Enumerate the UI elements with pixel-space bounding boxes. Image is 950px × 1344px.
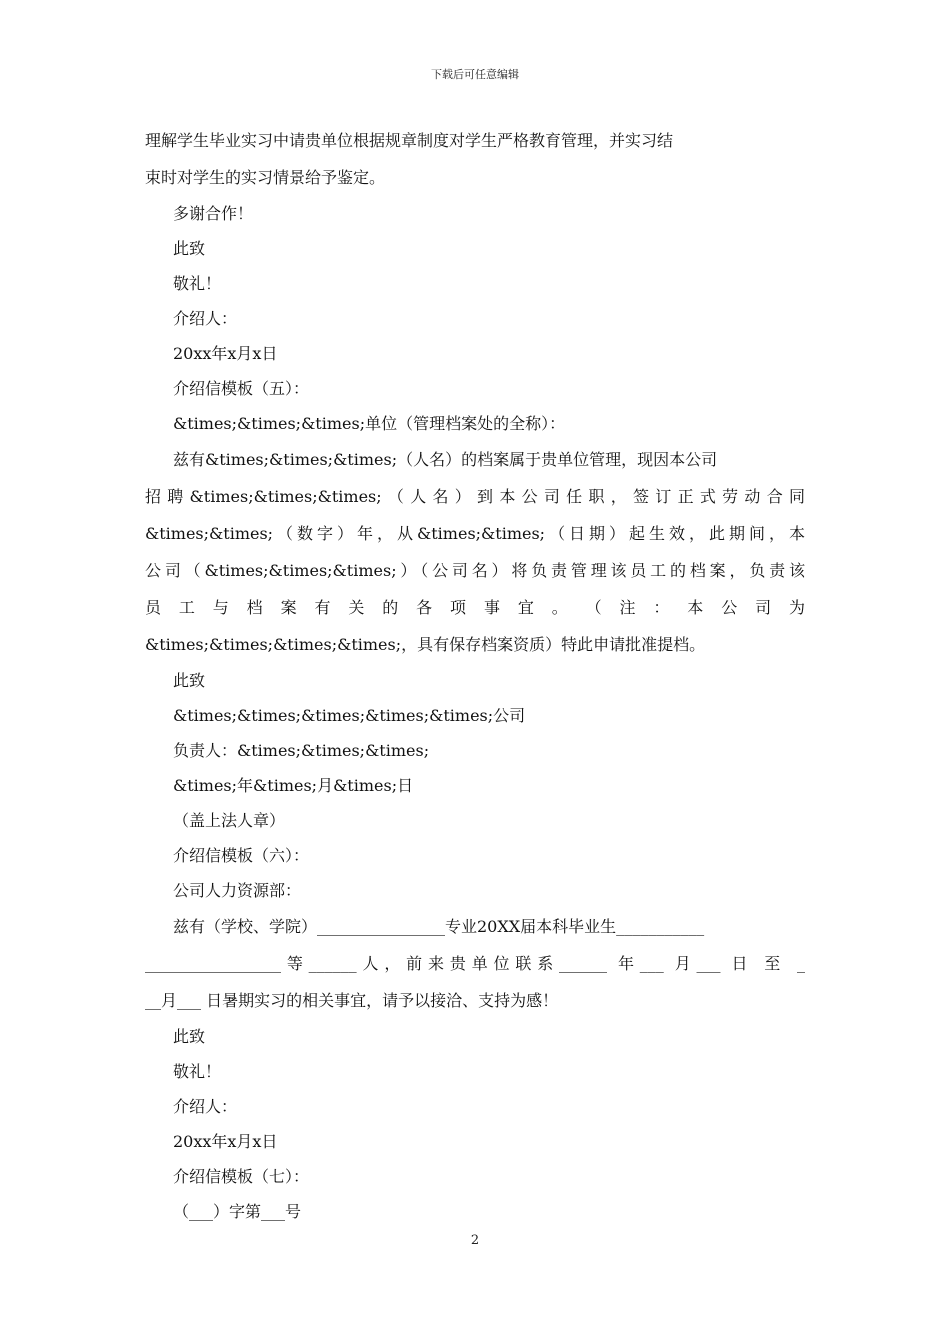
section-heading: 介绍信模板（六）： <box>173 846 310 865</box>
body-line: &times;&times;&times;单位（管理档案处的全称）： <box>173 414 566 433</box>
body-line: 介绍人： <box>173 309 238 328</box>
body-line: 招聘&times;&times;&times;（人名）到本公司任职，签订正式劳动合同 <box>145 487 805 506</box>
body-line: 兹有&times;&times;&times;（人名）的档案属于贵单位管理，现因本公司 <box>173 450 718 469</box>
section-heading: 介绍信模板（五）： <box>173 379 310 398</box>
body-line: 兹有（学校、学院）________________专业20XX届本科毕业生___________ <box>173 917 705 936</box>
body-line: 多谢合作！ <box>173 204 254 223</box>
body-line: __月___ 日暑期实习的相关事宜，请予以接洽、支持为感！ <box>145 991 559 1010</box>
page-header: 下载后可任意编辑 <box>431 68 519 81</box>
document-body <box>145 122 805 1229</box>
body-line: 理解学生毕业实习中请贵单位根据规章制度对学生严格教育管理，并实习结 <box>145 131 674 150</box>
body-line: &times;&times;（数字）年，从&times;&times;（日期）起生效，此期间，本 <box>145 524 805 543</box>
body-line: 此致 <box>173 671 206 690</box>
body-line: &times;年&times;月&times;日 <box>173 776 414 795</box>
body-line: 负责人：&times;&times;&times; <box>173 741 430 760</box>
body-line: （盖上法人章） <box>173 811 286 830</box>
body-line: 20xx年x月x日 <box>173 344 278 363</box>
body-line: 此致 <box>173 1027 206 1046</box>
section-heading: 介绍信模板（七）： <box>173 1167 310 1186</box>
body-line: 敬礼！ <box>173 274 222 293</box>
body-line: 公司（&times;&times;&times;）（公司名）将负责管理该员工的档案，负责该 <box>145 561 805 580</box>
body-line: 员 工 与 档 案 有 关 的 各 项 事 宜 。 （ 注 ： 本 公 司 为 <box>145 598 805 617</box>
body-line: 公司人力资源部： <box>173 881 302 900</box>
body-line: 束时对学生的实习情景给予鉴定。 <box>145 168 386 187</box>
body-line: 敬礼！ <box>173 1062 222 1081</box>
body-line: _________________等______人，前来贵单位联系______ 年___ 月___ 日 至 _ <box>145 954 805 973</box>
body-line: （___）字第___号 <box>173 1202 302 1221</box>
body-line: &times;&times;&times;&times;&times;公司 <box>173 706 526 725</box>
body-line: 介绍人： <box>173 1097 238 1116</box>
page-number: 2 <box>470 1233 480 1248</box>
body-line: 20xx年x月x日 <box>173 1132 278 1151</box>
body-line: &times;&times;&times;&times;，具有保存档案资质）特此申请批准提档。 <box>145 635 706 654</box>
body-line: 此致 <box>173 239 206 258</box>
